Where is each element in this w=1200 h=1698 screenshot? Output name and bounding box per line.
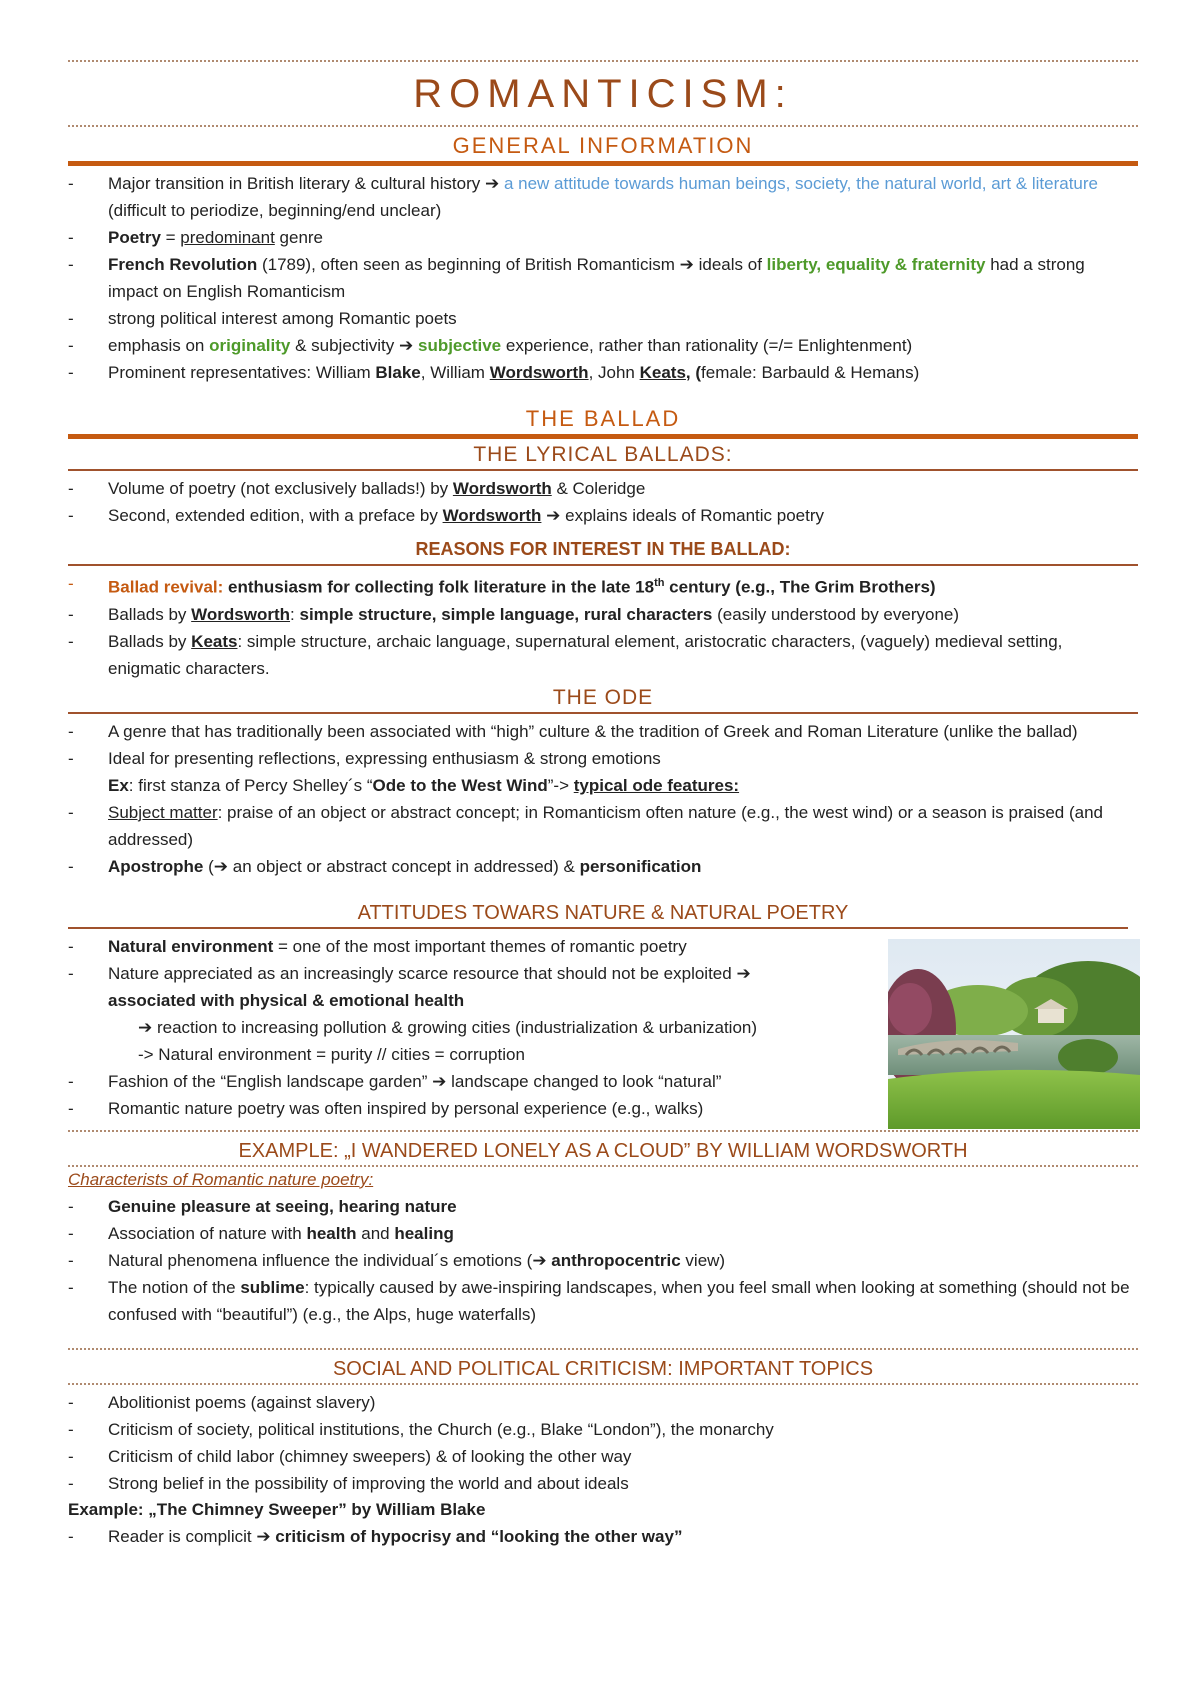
ode-list-2 bbox=[68, 799, 1138, 880]
example-subheading: Characterists of Romantic nature poetry: bbox=[68, 1169, 374, 1189]
ballad-heading: THE BALLAD bbox=[525, 406, 681, 431]
reasons-rule bbox=[68, 564, 1138, 566]
general-list bbox=[68, 170, 1138, 386]
list-item: - Strong belief in the possibility of improving the world and about ideals bbox=[68, 1470, 1138, 1497]
example-list bbox=[68, 1193, 1138, 1328]
nature-list-2 bbox=[68, 1068, 1138, 1122]
arrow-icon: ➔ bbox=[138, 1017, 153, 1037]
social-list bbox=[68, 1389, 1138, 1497]
list-item: - Apostrophe (➔ an object or abstract concept in addressed) & personification bbox=[68, 853, 1138, 880]
ode-example: Ex: first stanza of Percy Shelley´s “Ode to the West Wind”-> typical ode features: bbox=[108, 775, 740, 795]
list-item: - strong political interest among Romantic poets bbox=[68, 305, 1138, 332]
list-item: - Criticism of society, political institutions, the Church (e.g., Blake “London”), the monarchy bbox=[68, 1416, 1138, 1443]
arrow-icon: ➔ bbox=[256, 1526, 271, 1546]
arrow-icon: ➔ bbox=[432, 1071, 447, 1091]
list-item: - Ballad revival: enthusiasm for collecting folk literature in the late 18th century (e.g., The Grim Brothers) bbox=[68, 570, 1138, 601]
list-item: - A genre that has traditionally been associated with “high” culture & the tradition of Greek and Roman Literature (unlike the ballad) bbox=[68, 718, 1138, 745]
ode-heading: THE ODE bbox=[552, 685, 654, 709]
lyrical-rule bbox=[68, 469, 1138, 471]
list-item: - Natural phenomena influence the individual´s emotions (➔ anthropocentric view) bbox=[68, 1247, 1138, 1274]
list-item: - Poetry = predominant genre bbox=[68, 224, 1138, 251]
arrow-icon: ➔ bbox=[399, 336, 414, 355]
reasons-list bbox=[68, 570, 1138, 682]
list-item: - Ballads by Wordsworth: simple structure, simple language, rural characters (easily understood by everyone) bbox=[68, 601, 1138, 628]
arrow-icon: ➔ bbox=[213, 856, 229, 876]
social-bottom-divider bbox=[68, 1383, 1138, 1385]
list-item: - Criticism of child labor (chimney sweepers) & of looking the other way bbox=[68, 1443, 1138, 1470]
list-item: - Subject matter: praise of an object or abstract concept; in Romanticism often nature (e.g., the west wind) or a season is praised (and addressed) bbox=[68, 799, 1138, 853]
reasons-heading: REASONS FOR INTEREST IN THE BALLAD: bbox=[415, 539, 791, 559]
page-title: ROMANTICISM: bbox=[413, 72, 793, 116]
list-item: - emphasis on originality & subjectivity ➔ subjective experience, rather than rationality (=/= Enlightenment) bbox=[68, 332, 1138, 359]
list-item: - Abolitionist poems (against slavery) bbox=[68, 1389, 1138, 1416]
list-item: - Romantic nature poetry was often inspired by personal experience (e.g., walks) bbox=[68, 1095, 1138, 1122]
top-divider bbox=[68, 60, 1138, 62]
title-divider bbox=[68, 125, 1138, 127]
arrow-icon: ➔ bbox=[679, 255, 694, 274]
list-item: - Volume of poetry (not exclusively ballads!) by Wordsworth & Coleridge bbox=[68, 475, 1138, 502]
chimney-sweeper-label: Example: „The Chimney Sweeper” by William Blake bbox=[68, 1499, 486, 1519]
list-item: - Nature appreciated as an increasingly scarce resource that should not be exploited ➔ associated with physical & emotional health bbox=[68, 960, 838, 1014]
general-heading: GENERAL INFORMATION bbox=[452, 133, 754, 158]
list-item: - Second, extended edition, with a preface by Wordsworth ➔ explains ideals of Romantic poetry bbox=[68, 502, 1138, 529]
nature-rule bbox=[68, 927, 1128, 929]
list-item: - Fashion of the “English landscape garden” ➔ landscape changed to look “natural” bbox=[68, 1068, 1138, 1095]
ode-rule bbox=[68, 712, 1138, 714]
arrow-icon: ➔ bbox=[484, 174, 500, 193]
example-heading: EXAMPLE: „I WANDERED LONELY AS A CLOUD” BY WILLIAM WORDSWORTH bbox=[238, 1139, 968, 1162]
ode-list bbox=[68, 718, 1138, 772]
ballad-rule bbox=[68, 434, 1138, 439]
list-item: - Major transition in British literary & cultural history ➔ a new attitude towards human beings, society, the natural world, art & literature (difficult to periodize, beginning/end unclear) bbox=[68, 170, 1138, 224]
arrow-icon: ➔ bbox=[532, 1250, 547, 1270]
list-item: - The notion of the sublime: typically caused by awe-inspiring landscapes, when you feel small when looking at something (should not be confused with “beautiful”) (e.g., the Alps, huge waterfalls) bbox=[68, 1274, 1138, 1328]
general-rule bbox=[68, 161, 1138, 166]
social-top-divider bbox=[68, 1348, 1138, 1350]
list-item: - Ideal for presenting reflections, expressing enthusiasm & strong emotions bbox=[68, 745, 1138, 772]
list-item: - Natural environment = one of the most important themes of romantic poetry bbox=[68, 933, 1138, 960]
social-heading: SOCIAL AND POLITICAL CRITICISM: IMPORTANT TOPICS bbox=[332, 1357, 874, 1380]
arrow-icon: ➔ bbox=[541, 506, 561, 525]
nature-section bbox=[68, 933, 1138, 1122]
nature-sub-point: ➔ reaction to increasing pollution & growing cities (industrialization & urbanization) -> Natural environment = purity // cities = corruption bbox=[138, 1017, 758, 1064]
nature-heading: ATTITUDES TOWARS NATURE & NATURAL POETRY bbox=[357, 901, 849, 924]
list-item: - Ballads by Keats: simple structure, archaic language, supernatural element, aristocratic characters, (vaguely) medieval setting, enigmatic characters. bbox=[68, 628, 1138, 682]
lyrical-list bbox=[68, 475, 1138, 529]
social-list-2 bbox=[68, 1523, 1138, 1550]
list-item: - Genuine pleasure at seeing, hearing nature bbox=[68, 1193, 1138, 1220]
example-top-divider bbox=[68, 1130, 1138, 1132]
lyrical-ballads-heading: THE LYRICAL BALLADS: bbox=[473, 443, 733, 466]
document-page bbox=[68, 60, 1138, 1550]
list-item: - Association of nature with health and healing bbox=[68, 1220, 1138, 1247]
list-item: - French Revolution (1789), often seen as beginning of British Romanticism ➔ ideals of liberty, equality & fraternity had a strong impact on English Romanticism bbox=[68, 251, 1138, 305]
list-item: - Prominent representatives: William Blake, William Wordsworth, John Keats, (female: Barbauld & Hemans) bbox=[68, 359, 1138, 386]
arrow-icon: ➔ bbox=[736, 963, 751, 983]
list-item: - Reader is complicit ➔ criticism of hypocrisy and “looking the other way” bbox=[68, 1523, 1138, 1550]
